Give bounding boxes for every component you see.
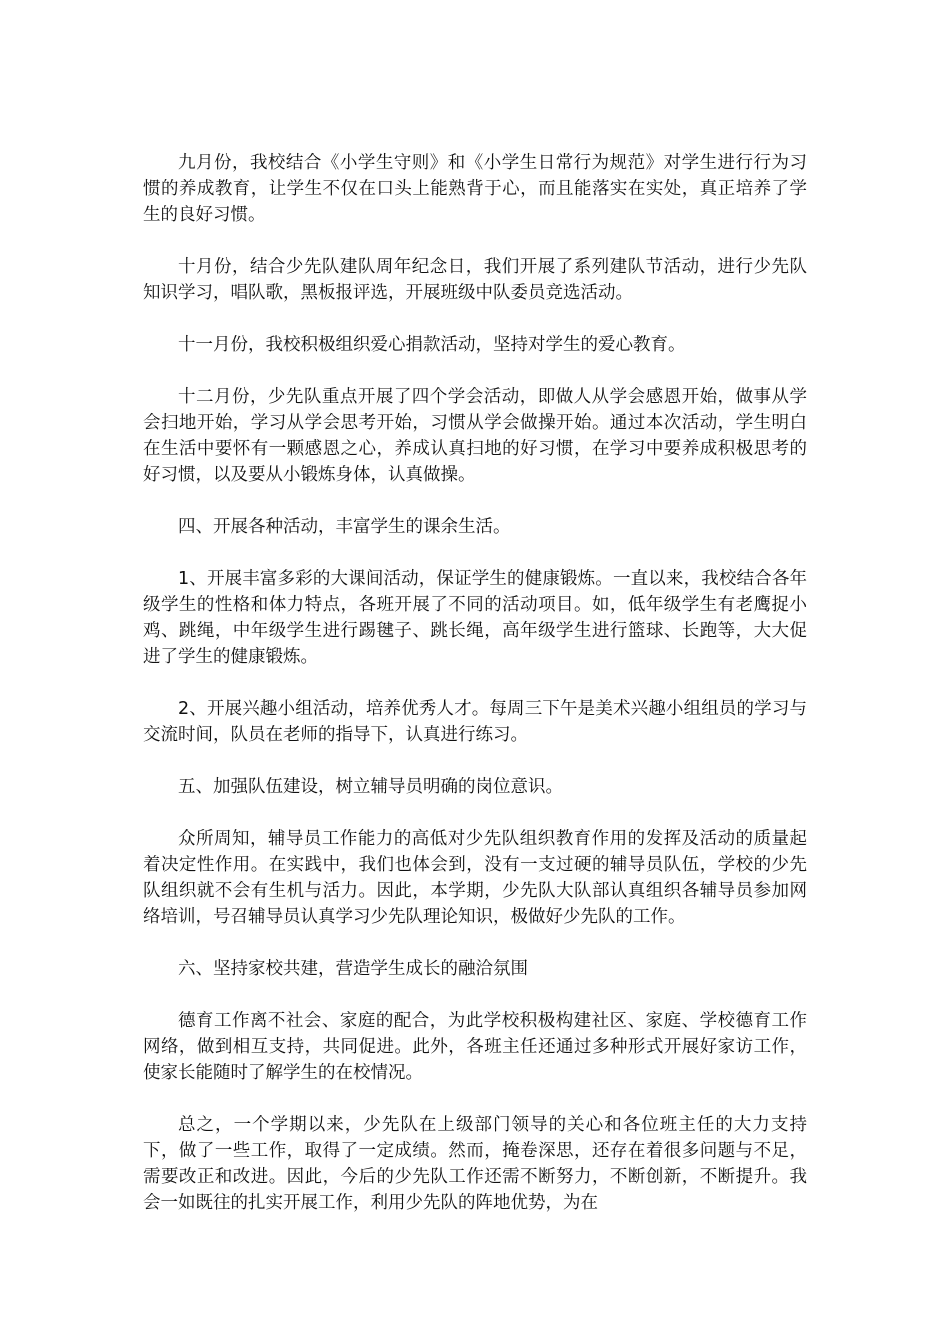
paragraph-october: 十月份，结合少先队建队周年纪念日，我们开展了系列建队节活动，进行少先队知识学习，唱队歌，黑板报评选，开展班级中队委员竞选活动。 [143, 257, 807, 303]
section-heading-6: 六、坚持家校共建，营造学生成长的融洽氛围 [178, 959, 528, 979]
section-heading-5: 五、加强队伍建设，树立辅导员明确的岗位意识。 [178, 777, 563, 797]
paragraph-december: 十二月份，少先队重点开展了四个学会活动，即做人从学会感恩开始，做事从学会扫地开始，学习从学会思考开始，习惯从学会做操开始。通过本次活动，学生明白在生活中要怀有一颗感恩之心，养成认真扫地的好习惯，在学习中要养成积极思考的好习惯，以及要从小锻炼身体，认真做操。 [143, 387, 807, 485]
paragraph-home-school: 德育工作离不社会、家庭的配合，为此学校积极构建社区、家庭、学校德育工作网络，做到相互支持，共同促进。此外，各班主任还通过多种形式开展好家访工作，使家长能随时了解学生的在校情况。 [143, 1011, 807, 1083]
paragraph-item-2: 2、开展兴趣小组活动，培养优秀人才。每周三下午是美术兴趣小组组员的学习与交流时间，队员在老师的指导下，认真进行练习。 [143, 699, 807, 745]
paragraph-summary: 总之，一个学期以来，少先队在上级部门领导的关心和各位班主任的大力支持下，做了一些工作，取得了一定成绩。然而，掩卷深思，还存在着很多问题与不足，需要改正和改进。因此，今后的少先队工作还需不断努力，不断创新，不断提升。我会一如既往的扎实开展工作，利用少先队的阵地优势，为在 [143, 1115, 807, 1213]
paragraph-counselor-training: 众所周知，辅导员工作能力的高低对少先队组织教育作用的发挥及活动的质量起着决定性作用。在实践中，我们也体会到，没有一支过硬的辅导员队伍，学校的少先队组织就不会有生机与活力。因此，本学期，少先队大队部认真组织各辅导员参加网络培训，号召辅导员认真学习少先队理论知识，极做好少先队的工作。 [143, 829, 807, 927]
document-body [143, 150, 807, 1242]
paragraph-november: 十一月份，我校积极组织爱心捐款活动，坚持对学生的爱心教育。 [178, 335, 686, 355]
paragraph-item-1: 1、开展丰富多彩的大课间活动，保证学生的健康锻炼。一直以来，我校结合各年级学生的性格和体力特点，各班开展了不同的活动项目。如，低年级学生有老鹰捉小鸡、跳绳，中年级学生进行踢毽子、跳长绳，高年级学生进行篮球、长跑等，大大促进了学生的健康锻炼。 [143, 569, 807, 667]
section-heading-4: 四、开展各种活动，丰富学生的课余生活。 [178, 517, 511, 537]
paragraph-september: 九月份，我校结合《小学生守则》和《小学生日常行为规范》对学生进行行为习惯的养成教育，让学生不仅在口头上能熟背于心，而且能落实在实处，真正培养了学生的良好习惯。 [143, 153, 807, 225]
